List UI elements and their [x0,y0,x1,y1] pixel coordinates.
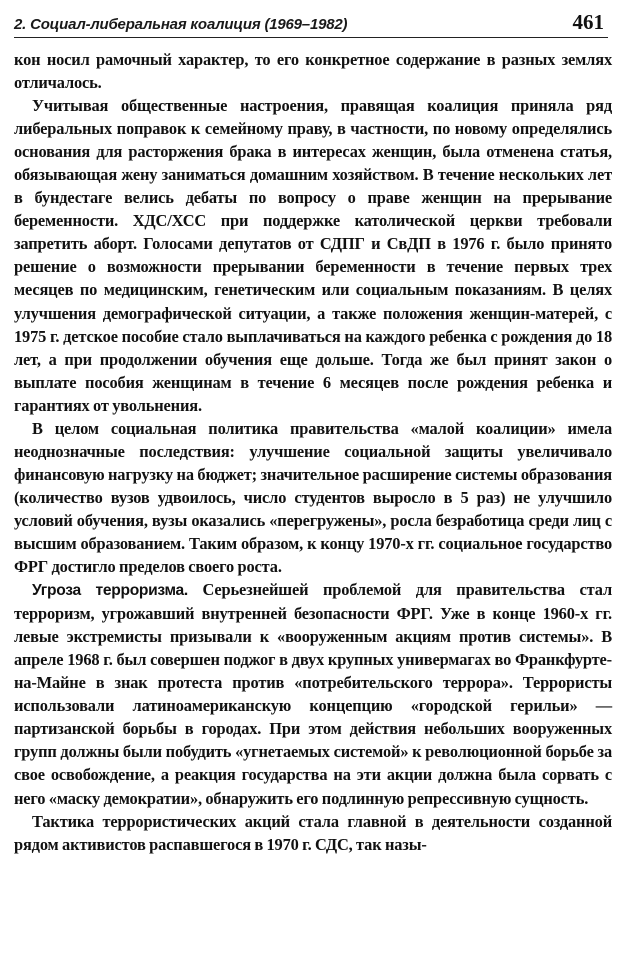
paragraph-terrorism-threat [14,578,612,809]
paragraph-family-law [14,94,612,417]
page-number: 461 [572,10,604,34]
paragraph-text: Тактика террористических акций стала главной в деятельности созданной рядом активистов распавшегося в 1970 г. СДС, так назы- [14,811,612,854]
paragraph-text: Учитывая общественные настроения, правящая коалиция приняла ряд либеральных поправок к семейному праву, в частности, по новому определялись основания для расторжения брака в интересах женщин, была отменена статья, обязывающая жену заниматься домашним хозяйством. В течение нескольких лет в бундестаге велись дебаты по вопросу о праве женщин на прерывание беременности. ХДС/ХСС при поддержке католической церкви требовали запретить аборт. Голосами депутатов от СДПГ и СвДП в 1976 г. было принято решение о возможности прерывании беременности в течение первых трех месяцев по медицинским, генетическим или социальным показаниям. В целях улучшения демографической ситуации, а также положения женщин-матерей, с 1975 г. детское пособие стало выплачиваться на каждого ребенка с рождения до 18 лет, а при продолжении обучения еще дольше. Тогда же был принят закон о выплате пособия женщинам в течение 6 месяцев после рождения ребенка и гарантиях от увольнения. [14,96,612,415]
paragraph-continued [14,48,612,94]
body-text [14,48,612,856]
paragraph-social-policy [14,417,612,578]
running-head-title: 2. Социал-либеральная коалиция (1969–1982) [14,16,348,33]
paragraph-text: В целом социальная политика правительства «малой коалиции» имела неоднозначные последствия: улучшение социальной защиты увеличивало финансовую нагрузку на бюджет; значительное расширение системы образования (количество вузов удвоилось, число студентов выросло в 5 раз) не улучшило условий обучения, вузы оказались «перегружены», росла безработица среди лиц с высшим образованием. Таким образом, к концу 1970-х гг. социальное государство ФРГ достигло пределов своего роста. [14,418,612,577]
run-in-heading: Угроза терроризма. [32,582,188,600]
paragraph-text: кон носил рамочный характер, то его конкретное содержание в разных землях отличалось. [14,50,612,93]
paragraph-terror-tactics [14,810,612,856]
running-head [14,4,608,38]
paragraph-text: Серьезнейшей проблемой для правительства стал терроризм, угрожавший внутренней безопасности ФРГ. Уже в конце 1960-х гг. левые экстремисты призывали к «вооруженным акциям против системы». В апреле 1968 г. был совершен поджог в двух крупных универмагах во Франкфурте-на-Майне в знак протеста против «потребительского террора». Террористы использовали латиноамериканскую концепцию «городской герильи» — партизанской борьбы в городах. При этом действия небольших вооруженных групп должны были побудить «угнетаемых системой» к революционной борьбе за свое освобождение, а реакция государства на эти акции должна была сорвать с него «маску демократии», обнаружить его подлинную репрессивную сущность. [14,580,612,808]
